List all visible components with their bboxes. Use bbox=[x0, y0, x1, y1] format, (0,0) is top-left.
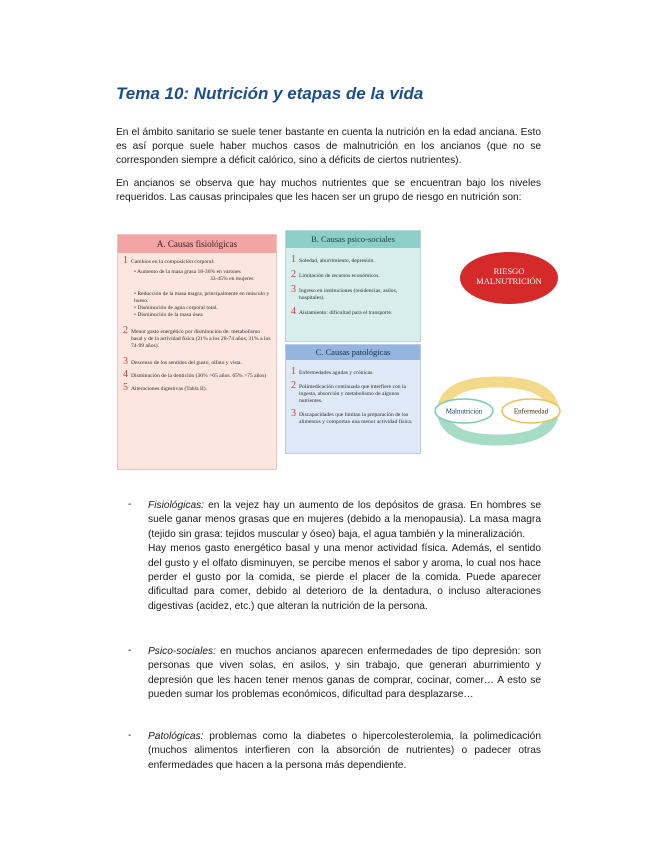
item-text: en la vejez hay un aumento de los depósitos de grasa. En hombres se suele ganar menos grasas que en mujeres (debido a la menopausia). La masa magra (tejido sin grasa: tejidos muscular y óseo) baja, el agua también y la mineralización. bbox=[148, 500, 541, 540]
psychosocial-causes-box bbox=[285, 230, 421, 342]
intro-paragraph-1: En el ámbito sanitario se suele tener bastante en cuenta la nutrición en la edad anciana. Esto es así porque suele haber muchos casos de malnutrición en los ancianos (que no se corresponden siempre a déficit calórico, sino a déficits de ciertos nutrientes). bbox=[116, 127, 541, 166]
list-bullet: - bbox=[128, 730, 132, 741]
fig-subitem: • Disminución de la masa ósea bbox=[134, 312, 203, 318]
fig-item: 4 Disminución de la dentición (30% >65 años. 65% >75 años) bbox=[123, 369, 267, 380]
risk-label-line1: RIESGO bbox=[493, 266, 525, 276]
fig-item-text: Disminución de la dentición (30% >65 años. 65% >75 años) bbox=[131, 373, 267, 379]
item-text-continued: Hay menos gasto energético basal y una menor actividad física. Además, el sentido del gusto y el olfato disminuyen, se percibe menos el sabor y aroma, lo cual nos hace perder el gusto por la comida, se pierde el placer de la comida. Puede aparecer dificultad para comer, debido al deterioro de la dentadura, o incluso alteraciones digestivas (acidez, etc.) que alteran la nutrición de la persona. bbox=[148, 543, 541, 612]
disease-label: Enfermedad bbox=[513, 407, 549, 416]
fig-item: 3 Discapacidades que limitan la preparación de los alimentos y comportan una menor actividad física. bbox=[291, 408, 413, 425]
fig-item-text: Cambios en la composición corporal: bbox=[131, 259, 215, 265]
fig-item-text: Descenso de los sentidos del gusto, olfato y vista. bbox=[131, 360, 242, 366]
fig-item-text: Alteraciones digestivas (Tabla II). bbox=[131, 386, 208, 392]
causes-figure bbox=[117, 230, 557, 470]
list-item-pathological bbox=[148, 730, 541, 773]
list-item-physiological bbox=[148, 499, 541, 614]
fig-item: 3 Descenso de los sentidos del gusto, olfato y vista. bbox=[123, 356, 242, 367]
fig-item: 1 Enfermedades agudas y crónicas. bbox=[291, 366, 374, 377]
fig-item-text: Ingreso en instituciones (residencias, asilos, hospitales). bbox=[299, 288, 398, 301]
fig-item-text: Limitación de recursos económicos. bbox=[299, 273, 380, 279]
fig-item-text: Polimedicación continuada que interfiere con la ingesta, absorción y metabolismo de algunos nutrientes. bbox=[299, 384, 407, 404]
list-item-psychosocial bbox=[148, 645, 541, 703]
physiological-causes-title: A. Causas fisiológicas bbox=[118, 235, 276, 253]
item-label: Patológicas: bbox=[148, 731, 204, 742]
malnutrition-disease-cycle bbox=[432, 370, 562, 450]
list-bullet: - bbox=[128, 645, 132, 656]
pathological-causes-box bbox=[285, 344, 421, 454]
fig-item: 3 Ingreso en instituciones (residencias, asilos, hospitales). bbox=[291, 284, 398, 301]
fig-item-text: Enfermedades agudas y crónicas. bbox=[299, 370, 374, 376]
psychosocial-causes-title: B. Causas psico-sociales bbox=[286, 231, 420, 248]
fig-subitem: 33-45% en mujeres bbox=[210, 276, 254, 282]
fig-item-text: Soledad, aburrimiento, depresión. bbox=[299, 258, 375, 264]
fig-subitem: • Disminución de agua corporal total. bbox=[134, 305, 218, 311]
fig-item-text: Aislamiento: dificultad para el transporte. bbox=[299, 310, 393, 316]
fig-subitem: • Reducción de la masa magra, principalmente en músculo y hueso. bbox=[134, 291, 270, 304]
fig-item-text: Menor gasto energético por disminución de: metabolismo basal y de la actividad física (21% a los 28-74 años, 31% a los 74-99 años). bbox=[131, 329, 271, 349]
fig-item: 4 Aislamiento: dificultad para el transporte. bbox=[291, 306, 393, 317]
item-text: en muchos ancianos aparecen enfermedades de tipo depresión: son personas que viven solas, en asilos, y sin trabajo, que generan aburrimiento y depresión que les hacen tener menos ganas de comprar, cocinar, comer… A esto se pueden sumar los problemas económicos, dificultad para desplazarse… bbox=[148, 646, 541, 701]
fig-item: 2 Limitación de recursos económicos. bbox=[291, 269, 380, 280]
item-text: problemas como la diabetes o hipercolesterolemia, la polimedicación (muchos alimentos interfieren con la absorción de nutrientes) o padecer otras enfermedades que hacen a la persona más dependiente. bbox=[148, 731, 541, 771]
fig-item: 1 Cambios en la composición corporal: bbox=[123, 255, 215, 266]
physiological-causes-box bbox=[117, 234, 277, 470]
fig-item: 5 Alteraciones digestivas (Tabla II). bbox=[123, 382, 208, 393]
fig-item: 2 Menor gasto energético por disminución de: metabolismo basal y de la actividad física (21% a los 28-74 años, 31% a los 74-99 años). bbox=[123, 325, 271, 349]
risk-label-line2: MALNUTRICIÓN bbox=[476, 276, 542, 286]
fig-item: 2 Polimedicación continuada que interfiere con la ingesta, absorción y metabolismo de algunos nutrientes. bbox=[291, 380, 407, 404]
page-title: Tema 10: Nutrición y etapas de la vida bbox=[116, 84, 424, 103]
item-label: Fisiológicas: bbox=[148, 500, 205, 511]
intro-paragraph-2: En ancianos se observa que hay muchos nutrientes que se encuentran bajo los niveles requeridos. Las causas principales que les hacen ser un grupo de riesgo en nutrición son: bbox=[116, 178, 541, 203]
risk-malnutrition-badge bbox=[460, 252, 558, 304]
item-label: Psico-sociales: bbox=[148, 646, 216, 657]
pathological-causes-title: C. Causas patológicas bbox=[286, 345, 420, 360]
fig-item: 1 Soledad, aburrimiento, depresión. bbox=[291, 254, 375, 265]
fig-subitem: • Aumento de la masa grasa 18-36% en varones bbox=[134, 269, 241, 275]
malnutrition-label: Malnutrición bbox=[445, 407, 483, 416]
list-bullet: - bbox=[128, 499, 132, 510]
fig-item-text: Discapacidades que limitan la preparación de los alimentos y comportan una menor actividad física. bbox=[299, 412, 413, 425]
